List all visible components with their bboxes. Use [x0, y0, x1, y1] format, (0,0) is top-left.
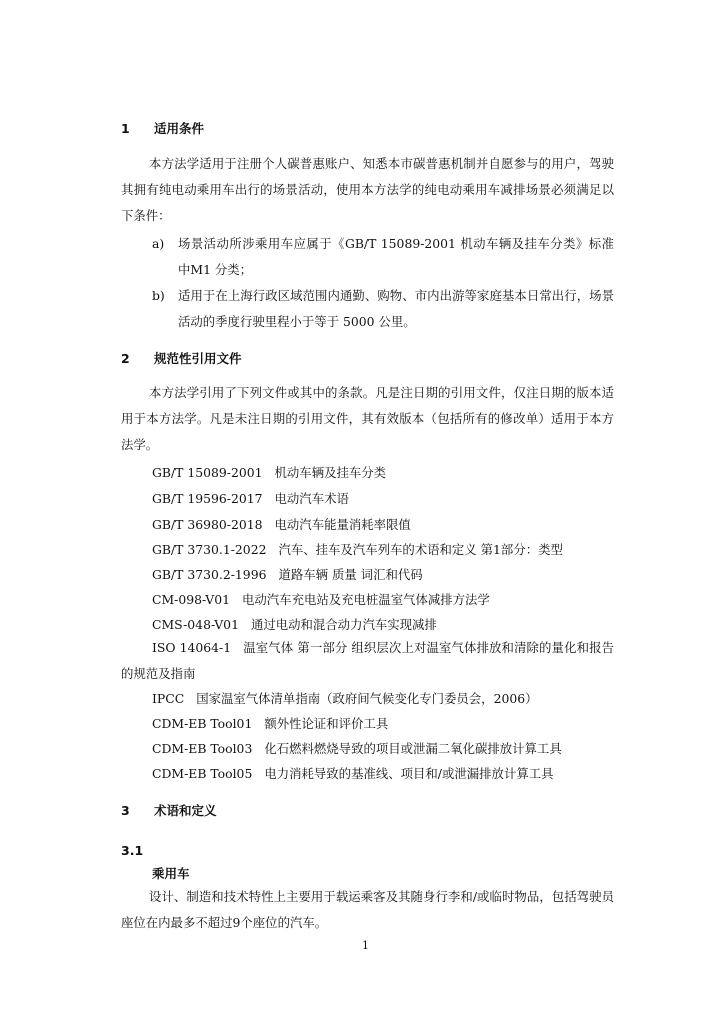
reference-code: GB/T 36980-2018: [152, 517, 263, 532]
section-3-title: 术语和定义: [154, 803, 217, 818]
section-2-heading: [121, 351, 242, 367]
item-b-text: 适用于在上海行政区域范围内通勤、购物、市内出游等家庭基本日常出行，场景活动的季度行驶里程小于等于 5000 公里。: [178, 288, 614, 329]
reference-title: 汽车、挂车及汽车列车的术语和定义 第1部分：类型: [278, 542, 563, 557]
term-definition: 设计、制造和技术特性上主要用于载运乘客及其随身行李和/或临时物品，包括驾驶员座位在内最多不超过9个座位的汽车。: [121, 889, 614, 930]
reference-title: 电动汽车充电站及充电桩温室气体减排方法学: [242, 592, 490, 607]
reference-title: 机动车辆及挂车分类: [274, 465, 387, 480]
reference-title: 额外性论证和评价工具: [264, 716, 389, 731]
term-title: 乘用车: [152, 866, 190, 881]
reference-code: ISO 14064-1: [152, 640, 232, 655]
reference-code: CMS-048-V01: [152, 617, 239, 632]
reference-title: 国家温室气体清单指南（政府间气候变化专门委员会，2006）: [196, 691, 538, 706]
item-a-text: 场景活动所涉乘用车应属于《GB/T 15089-2001 机动车辆及挂车分类》标准中M1 分类；: [178, 236, 614, 277]
section-1-title: 适用条件: [154, 121, 205, 136]
section-1-intro: 本方法学适用于注册个人碳普惠账户、知悉本市碳普惠机制并自愿参与的用户，驾驶其拥有纯电动乘用车出行的场景活动，使用本方法学的纯电动乘用车减排场景必须满足以下条件：: [121, 156, 614, 223]
reference-code: GB/T 19596-2017: [152, 491, 263, 506]
subsection-3-1-number: [121, 843, 143, 859]
section-1-heading: [121, 121, 204, 137]
item-a-marker: a): [152, 236, 165, 251]
section-2-title: 规范性引用文件: [154, 351, 242, 366]
reference-code: GB/T 3730.2-1996: [152, 567, 267, 582]
reference-title: 电力消耗导致的基准线、项目和/或泄漏排放计算工具: [264, 766, 554, 781]
subsection-number: 3.1: [121, 843, 144, 858]
reference-title: 电动汽车术语: [274, 491, 349, 506]
page-number: 1: [362, 939, 369, 952]
reference-code: CDM-EB Tool01: [152, 716, 253, 731]
section-2-intro: 本方法学引用了下列文件或其中的条款。凡是注日期的引用文件，仅注日期的版本适用于本方法学。凡是未注日期的引用文件，其有效版本（包括所有的修改单）适用于本方法学。: [121, 385, 614, 452]
reference-item: [152, 567, 423, 583]
reference-title: 电动汽车能量消耗率限值: [274, 517, 411, 532]
reference-item: [152, 716, 388, 732]
reference-code: CM-098-V01: [152, 592, 231, 607]
reference-title: 温室气体 第一部分 组织层次上对温室气体排放和清除的量化和报告的规范及指南: [121, 640, 614, 681]
reference-item: [152, 691, 538, 707]
reference-code: CDM-EB Tool03: [152, 741, 253, 756]
reference-item: [152, 617, 437, 633]
reference-code: GB/T 15089-2001: [152, 465, 263, 480]
reference-title: 通过电动和混合动力汽车实现减排: [250, 617, 437, 632]
reference-item: [152, 491, 349, 507]
section-1-item-b: [152, 283, 614, 335]
section-1-item-a: [152, 231, 614, 283]
reference-title: 化石燃料燃烧导致的项目或泄漏二氧化碳排放计算工具: [264, 741, 562, 756]
reference-title: 道路车辆 质量 词汇和代码: [278, 567, 423, 582]
section-1-number: 1: [121, 121, 130, 136]
section-2-number: 2: [121, 351, 130, 366]
item-b-marker: b): [152, 288, 165, 303]
section-3-number: 3: [121, 803, 130, 818]
reference-item: [152, 766, 554, 782]
section-3-heading: [121, 803, 217, 819]
reference-code: IPCC: [152, 691, 185, 706]
reference-item: [152, 741, 562, 757]
reference-item: [152, 542, 563, 558]
reference-code: CDM-EB Tool05: [152, 766, 253, 781]
reference-item: [152, 517, 411, 533]
reference-item: [152, 592, 490, 608]
reference-item-iso: [121, 635, 614, 687]
reference-item: [152, 465, 386, 481]
reference-code: GB/T 3730.1-2022: [152, 542, 267, 557]
